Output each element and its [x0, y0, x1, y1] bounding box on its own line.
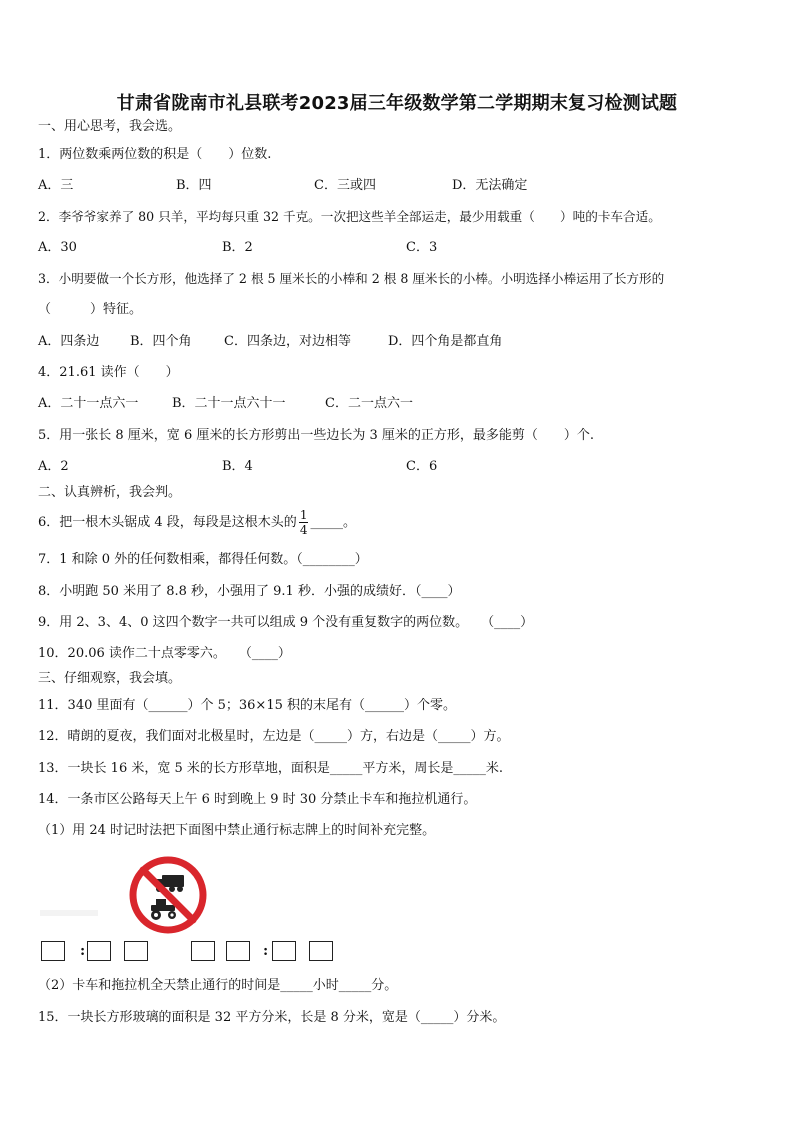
section-1-heading: 一、用心思考，我会选。: [38, 119, 182, 134]
minute-box-1a[interactable]: [87, 941, 111, 961]
time-colon-2: :: [263, 943, 269, 959]
fraction-one-quarter: [299, 508, 309, 537]
question-5: 5．用一张长 8 厘米，宽 6 厘米的长方形剪出一些边长为 3 厘米的正方形，最多能剪（ ）个.: [38, 428, 595, 443]
minute-box-2b[interactable]: [309, 941, 333, 961]
q5-option-a: A．2: [38, 459, 69, 474]
q3-option-a: A．四条边: [38, 334, 100, 349]
q3-option-d: D．四个角是都直角: [388, 334, 503, 349]
q3-option-c: C．四条边，对边相等: [224, 334, 351, 349]
question-6: [38, 508, 356, 538]
question-11: 11．340 里面有（______）个 5；36×15 积的末尾有（______）个零。: [38, 698, 456, 713]
q5-option-c: C．6: [406, 459, 438, 474]
q1-option-d: D．无法确定: [452, 178, 528, 193]
question-14: 14．一条市区公路每天上午 6 时到晚上 9 时 30 分禁止卡车和拖拉机通行。: [38, 792, 477, 807]
question-10: 10．20.06 读作二十点零零六。 （____）: [38, 646, 291, 661]
question-9: 9．用 2、3、4、0 这四个数字一共可以组成 9 个没有重复数字的两位数。 （____）: [38, 615, 534, 630]
question-14-sub-1: （1）用 24 时记时法把下面图中禁止通行标志牌上的时间补充完整。: [38, 823, 436, 838]
q2-option-c: C．3: [406, 240, 438, 255]
q2-option-a: A．30: [38, 240, 77, 255]
minute-box-1b[interactable]: [124, 941, 148, 961]
hour-box-1[interactable]: [41, 941, 65, 961]
question-4: 4．21.61 读作（ ）: [38, 365, 179, 380]
question-15: 15．一块长方形玻璃的面积是 32 平方分米，长是 8 分米，宽是（_____）分米。: [38, 1010, 506, 1025]
q1-option-c: C．三或四: [314, 178, 376, 193]
q4-option-c: C．二一点六一: [325, 396, 413, 411]
q6-text: 6．把一根木头锯成 4 段，每段是这根木头的: [38, 515, 297, 530]
question-12: 12．晴朗的夏夜，我们面对北极星时，左边是（_____）方，右边是（_____）方。: [38, 729, 510, 744]
question-1: 1．两位数乘两位数的积是（ ）位数.: [38, 147, 272, 162]
q5-option-b: B．4: [222, 459, 253, 474]
faint-caption-placeholder: [40, 910, 98, 916]
question-14-sub-2: （2）卡车和拖拉机全天禁止通行的时间是_____小时_____分。: [38, 978, 398, 993]
hour-box-2a[interactable]: [191, 941, 215, 961]
section-2-heading: 二、认真辨析，我会判。: [38, 485, 182, 500]
no-trucks-sign-icon: [128, 855, 208, 935]
question-7: 7．1 和除 0 外的任何数相乘，都得任何数。（________）: [38, 552, 368, 567]
fraction-numerator: 1: [299, 508, 308, 522]
q4-option-b: B．二十一点六十一: [172, 396, 286, 411]
q1-option-a: A．三: [38, 178, 74, 193]
question-3-line-1: 3．小明要做一个长方形，他选择了 2 根 5 厘米长的小棒和 2 根 8 厘米长的小棒。小明选择小棒运用了长方形的: [38, 271, 665, 286]
question-13: 13．一块长 16 米，宽 5 米的长方形草地，面积是_____平方米，周长是_____米.: [38, 761, 504, 776]
q3-option-b: B．四个角: [130, 334, 192, 349]
q6-blank: _____。: [310, 515, 356, 530]
q1-option-b: B．四: [176, 178, 212, 193]
hour-box-2b[interactable]: [226, 941, 250, 961]
page-title: 甘肃省陇南市礼县联考2023届三年级数学第二学期期末复习检测试题: [116, 93, 678, 114]
question-8: 8．小明跑 50 米用了 8.8 秒，小强用了 9.1 秒．小强的成绩好．（____）: [38, 584, 461, 599]
q4-option-a: A．二十一点六一: [38, 396, 139, 411]
minute-box-2a[interactable]: [272, 941, 296, 961]
time-colon-1: :: [80, 943, 86, 959]
q2-option-b: B．2: [222, 240, 253, 255]
fraction-denominator: 4: [299, 523, 308, 537]
section-3-heading: 三、仔细观察，我会填。: [38, 671, 182, 686]
question-3-line-2: （ ）特征。: [38, 302, 143, 317]
question-2: 2．李爷爷家养了 80 只羊，平均每只重 32 千克。一次把这些羊全部运走，最少用载重（ ）吨的卡车合适。: [38, 209, 661, 224]
